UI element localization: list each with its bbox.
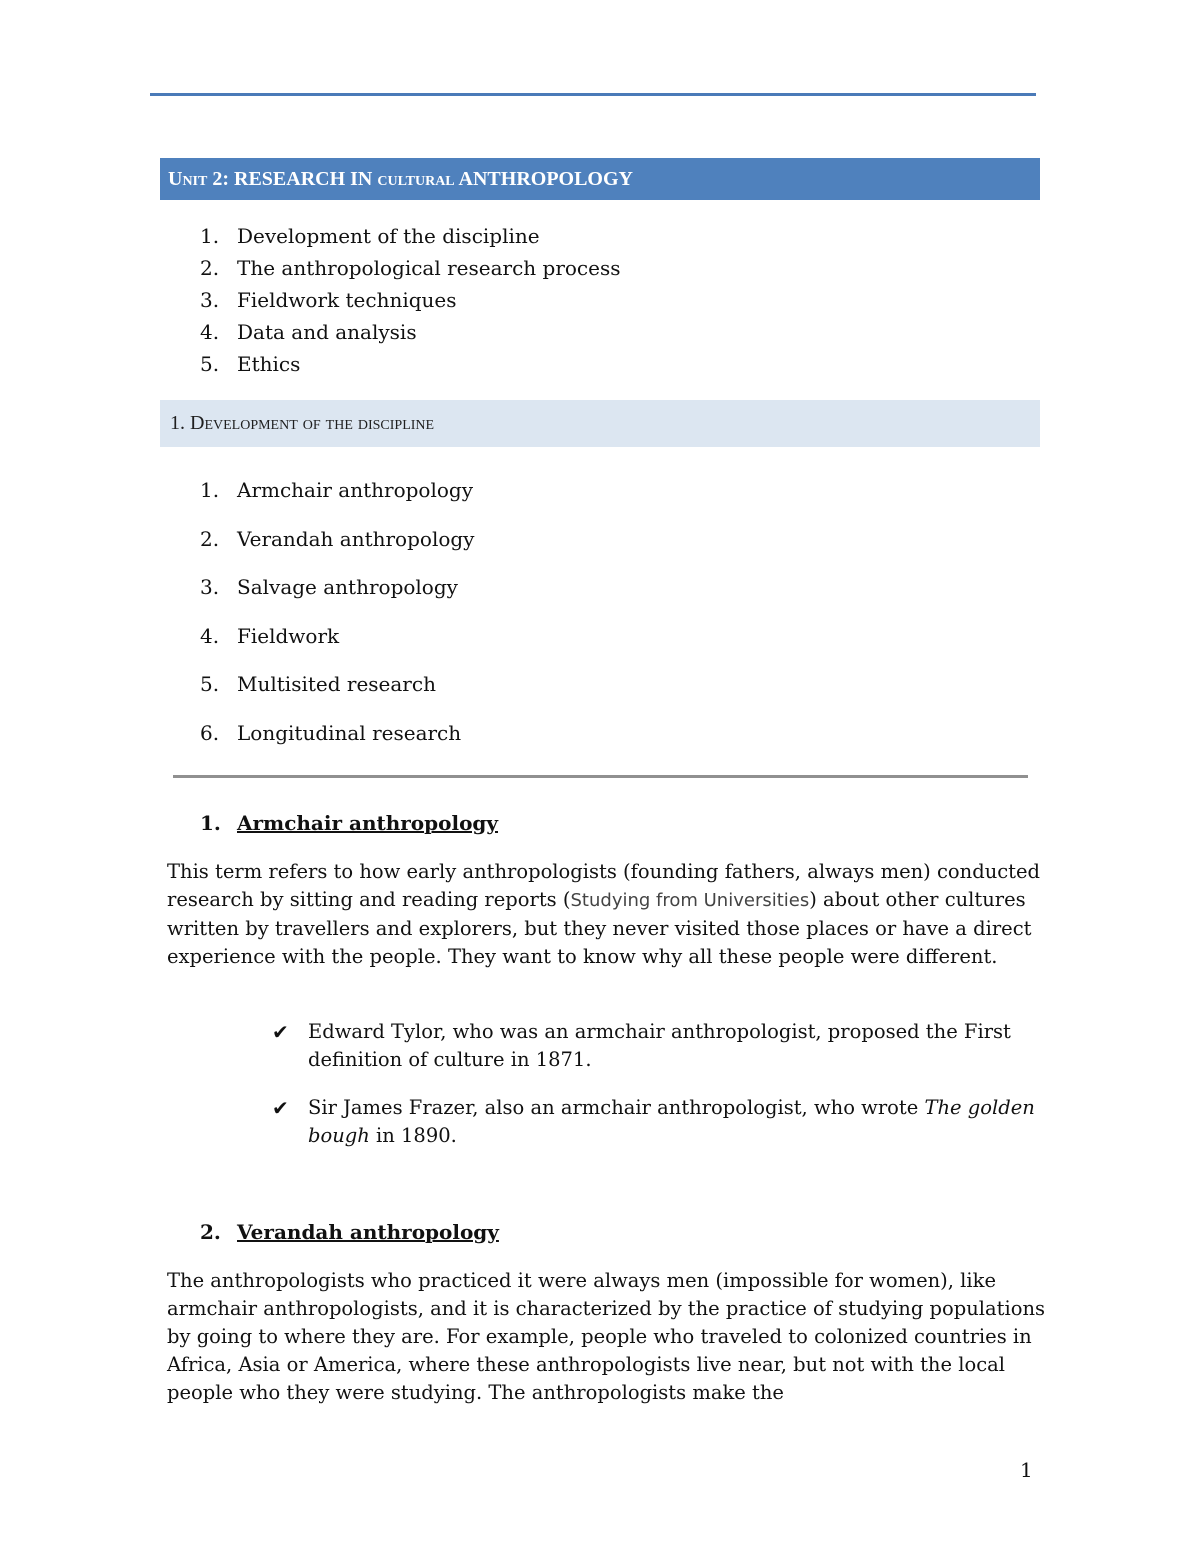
bullet-item [272,1018,1042,1074]
item-label: Verandah anthropology [237,526,475,551]
list-item [200,515,474,564]
header-rule [150,93,1036,96]
heading-number: 2. [200,1220,221,1244]
item-label: Development of the discipline [237,224,540,248]
bullet-text-part: Edward Tylor, who was an armchair anthropologist, proposed the First definition of culture in 1871. [308,1020,1011,1071]
unit-contents-list [200,220,621,380]
item-number: 6. [200,720,220,745]
list-item [200,466,474,515]
para-text-cont: ) about other cultures written by travellers and explorers, but they never visited those places or have a direct experience with the people. They want to know why all these people were different. [167,888,1032,968]
item-label: Fieldwork techniques [237,288,457,312]
item-number: 2. [200,526,220,551]
heading-title: Armchair anthropology [237,811,499,835]
section-heading [160,400,1040,447]
para-note: Studying from Universities [570,890,810,911]
verandah-heading [200,1217,499,1247]
item-number: 2. [200,256,220,280]
item-number: 3. [200,288,220,312]
development-list [200,466,474,757]
item-label: The anthropological research process [237,256,621,280]
bullet-item [272,1094,1042,1150]
bullet-text [308,1018,1042,1074]
heading-title: Verandah anthropology [237,1220,499,1244]
item-label: Fieldwork [237,623,340,648]
para-text: This term refers to how early anthropologists (founding fathers, always men) conducted research by sitting and reading reports ( [167,860,1041,911]
list-item [200,660,474,709]
item-label: Salvage anthropology [237,575,458,600]
item-number: 1. [200,224,220,248]
list-item [200,563,474,612]
item-label: Longitudinal research [237,720,462,745]
list-item [200,220,621,252]
item-label: Ethics [237,352,301,376]
verandah-paragraph: The anthropologists who practiced it were always men (impossible for women), like armchair anthropologists, and it is characterized by the practice of studying populations by going to where they are. For example, people who traveled to colonized countries in Africa, Asia or America, where these anthropologists live near, but not with the local people who they were studying. The anthropologists make the [167,1269,1046,1404]
page-number: 1 [1020,1458,1033,1482]
section-divider [173,775,1028,778]
armchair-heading [200,808,498,838]
book-title: The golden bough [308,1096,1035,1147]
bullet-text [308,1094,1042,1150]
list-item [200,612,474,661]
section-heading-text: 1. Development of the discipline [170,412,435,434]
heading-number: 1. [200,811,221,835]
unit-heading [160,158,1040,200]
item-number: 4. [200,320,220,344]
bullet-text-part: in 1890. [369,1124,457,1147]
item-label: Armchair anthropology [237,478,473,503]
bullet-text-part: Sir James Frazer, also an armchair anthropologist, who wrote [308,1096,925,1119]
armchair-paragraph [167,858,1047,971]
list-item [200,709,474,758]
item-number: 5. [200,672,220,697]
list-item [200,252,621,284]
item-number: 5. [200,352,220,376]
item-number: 3. [200,575,220,600]
item-number: 1. [200,478,220,503]
item-label: Multisited research [237,672,436,697]
list-item [200,348,621,380]
checkmark-icon: ✔ [272,1020,289,1044]
unit-heading-text: Unit 2: RESEARCH IN cultural ANTHROPOLOGY [168,167,633,190]
list-item [200,284,621,316]
item-number: 4. [200,623,220,648]
list-item [200,316,621,348]
checkmark-icon: ✔ [272,1096,289,1120]
item-label: Data and analysis [237,320,417,344]
